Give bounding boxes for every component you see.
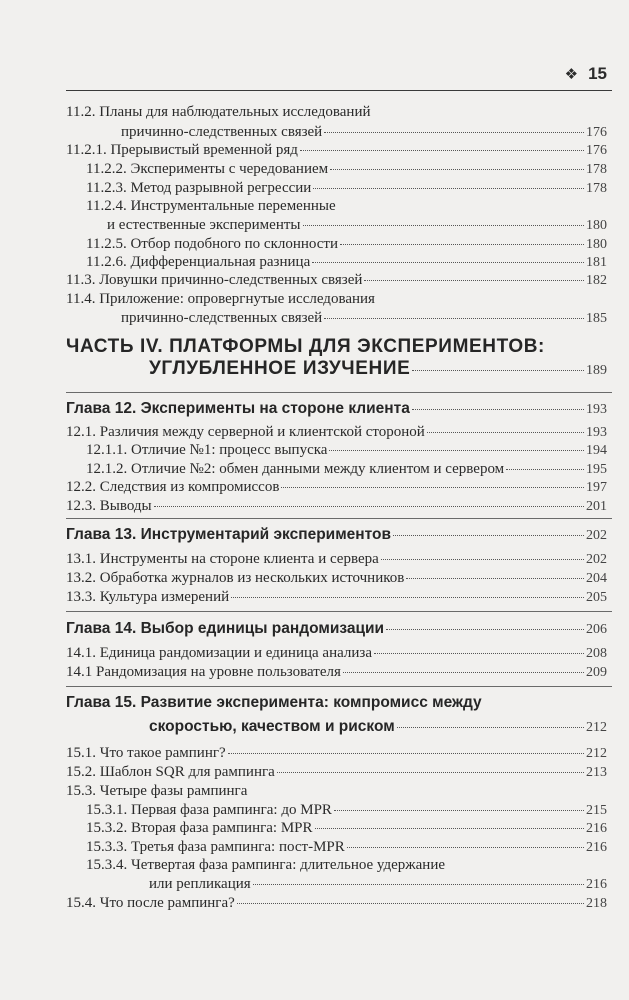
toc-page: 209 xyxy=(586,665,607,680)
toc-page: 189 xyxy=(586,363,607,378)
toc-entry-text: или репликация xyxy=(149,876,251,892)
toc-page: 208 xyxy=(586,646,607,661)
toc-entry-text: 12.3. Выводы xyxy=(66,498,152,514)
toc-page: 202 xyxy=(586,552,607,567)
leader-dots xyxy=(324,132,584,133)
toc-page: 216 xyxy=(586,877,607,892)
toc-entry-text: 15.3. Четыре фазы рампинга xyxy=(66,783,248,799)
leader-dots xyxy=(330,169,584,170)
toc-entry-11-2-line1: 11.2. Планы для наблюдательных исследований xyxy=(66,104,371,120)
toc-page: 205 xyxy=(586,590,607,605)
toc-entry-text: 11.2.6. Дифференциальная разница xyxy=(86,254,311,270)
toc-entry-11-2-1 xyxy=(66,141,607,160)
toc-entry-14-1b xyxy=(66,663,607,682)
part-title-text: УГЛУБЛЕННОЕ ИЗУЧЕНИЕ xyxy=(149,358,411,379)
toc-entry-text: и естественные эксперименты xyxy=(107,217,301,233)
toc-page: 176 xyxy=(586,125,607,140)
leader-dots xyxy=(303,225,585,226)
header-rule xyxy=(66,90,612,91)
toc-entry-15-4 xyxy=(66,894,607,913)
chapter-prefix: Глава 12 xyxy=(66,400,132,417)
toc-page: 213 xyxy=(586,765,607,780)
toc-page: 194 xyxy=(586,443,607,458)
chapter-12-heading xyxy=(66,400,607,419)
leader-dots xyxy=(154,506,584,507)
toc-page: 212 xyxy=(586,746,607,761)
toc-entry-text: 14.1. Единица рандомизации и единица анализа xyxy=(66,645,372,661)
toc-page: 178 xyxy=(586,162,607,177)
toc-entry-12-1-2 xyxy=(86,460,607,479)
toc-entry-text: 14.1 Рандомизация на уровне пользователя xyxy=(66,664,341,680)
toc-entry-text: 11.2.2. Эксперименты с чередованием xyxy=(86,161,329,177)
leader-dots xyxy=(312,262,584,263)
chapter-title: Эксперименты на стороне клиента xyxy=(140,400,410,417)
part-title-line1: ЧАСТЬ IV. ПЛАТФОРМЫ ДЛЯ ЭКСПЕРИМЕНТОВ: xyxy=(66,336,545,357)
chapter-prefix: Глава 15 xyxy=(66,694,132,711)
toc-page: 212 xyxy=(586,720,607,735)
chapter-rule xyxy=(66,686,612,687)
toc-page: 180 xyxy=(586,218,607,233)
toc-entry-text: 12.1. Различия между серверной и клиентской стороной xyxy=(66,424,425,440)
leader-dots xyxy=(340,244,584,245)
chapter-heading-text: Глава 13. Инструментарий экспериментов xyxy=(66,526,392,543)
leader-dots xyxy=(374,653,584,654)
chapter-title: Инструментарий экспериментов xyxy=(140,526,392,543)
ornament-icon: ❖ xyxy=(564,66,579,83)
toc-entry-text: причинно-следственных связей xyxy=(121,124,323,140)
toc-page: 193 xyxy=(586,425,607,440)
chapter-15-heading xyxy=(149,718,607,737)
chapter-15-heading-line1: Глава 15. Развитие эксперимента: компромисс между xyxy=(66,694,482,711)
toc-entry-text: 15.3.3. Третья фаза рампинга: пост-MPR xyxy=(86,839,345,855)
toc-page: 176 xyxy=(586,143,607,158)
leader-dots xyxy=(300,150,584,151)
leader-dots xyxy=(313,188,584,189)
toc-entry-text: 13.3. Культура измерений xyxy=(66,589,230,605)
toc-page: 185 xyxy=(586,311,607,326)
leader-dots xyxy=(315,828,584,829)
running-head xyxy=(565,64,607,84)
leader-dots xyxy=(281,487,584,488)
toc-entry-text: 15.2. Шаблон SQR для рампинга xyxy=(66,764,275,780)
chapter-prefix: Глава 14 xyxy=(66,620,132,637)
chapter-title-line2: скоростью, качеством и риском xyxy=(149,718,395,735)
chapter-rule xyxy=(66,392,612,393)
toc-page: 178 xyxy=(586,181,607,196)
page-number: 15 xyxy=(588,64,607,83)
leader-dots xyxy=(412,409,584,410)
toc-entry-15-3-4-line1: 15.3.4. Четвертая фаза рампинга: длительное удержание xyxy=(86,857,446,873)
chapter-14-heading xyxy=(66,620,607,639)
toc-entry-11-2-6 xyxy=(86,253,607,272)
toc-entry-text: 11.2.3. Метод разрывной регрессии xyxy=(86,180,312,196)
toc-page: 206 xyxy=(586,622,607,637)
toc-entry-text: 12.1.2. Отличие №2: обмен данными между клиентом и сервером xyxy=(86,461,505,477)
leader-dots xyxy=(427,432,584,433)
toc-page: 204 xyxy=(586,571,607,586)
toc-entry-11-2-2 xyxy=(86,160,607,179)
leader-dots xyxy=(406,578,584,579)
toc-entry-text: 11.2.5. Отбор подобного по склонности xyxy=(86,236,339,252)
toc-entry-text: 15.1. Что такое рампинг? xyxy=(66,745,226,761)
leader-dots xyxy=(506,469,584,470)
chapter-title-line1: Развитие эксперимента: компромисс между xyxy=(140,694,482,711)
toc-entry-15-3-2 xyxy=(86,819,607,838)
toc-entry-12-1-1 xyxy=(86,441,607,460)
leader-dots xyxy=(386,629,584,630)
toc-entry-15-2 xyxy=(66,763,607,782)
toc-entry-text: 11.2.1. Прерывистый временной ряд xyxy=(66,142,298,158)
chapter-title: Выбор единицы рандомизации xyxy=(140,620,385,637)
toc-entry-11-3 xyxy=(66,271,607,290)
toc-entry-15-1 xyxy=(66,744,607,763)
toc-entry-13-1 xyxy=(66,550,607,569)
chapter-prefix: Глава 13 xyxy=(66,526,132,543)
toc-entry-text: 13.2. Обработка журналов из нескольких источников xyxy=(66,570,405,586)
toc-page: 202 xyxy=(586,528,607,543)
toc-entry-text: 11.3. Ловушки причинно-следственных связей xyxy=(66,272,363,288)
toc-entry-13-2 xyxy=(66,569,607,588)
chapter-rule xyxy=(66,611,612,612)
leader-dots xyxy=(393,535,584,536)
chapter-13-heading xyxy=(66,526,607,545)
toc-entry-12-1 xyxy=(66,423,607,442)
toc-entry-11-4-line1: 11.4. Приложение: опровергнутые исследования xyxy=(66,291,375,307)
leader-dots xyxy=(347,847,584,848)
toc-entry-15-3 xyxy=(66,782,607,801)
toc-entry-15-3-4 xyxy=(149,875,607,894)
toc-entry-13-3 xyxy=(66,588,607,607)
toc-entry-11-2-5 xyxy=(86,235,607,254)
part-title-line2 xyxy=(149,360,607,380)
leader-dots xyxy=(253,884,584,885)
toc-entry-12-3 xyxy=(66,497,607,516)
toc-page: 201 xyxy=(586,499,607,514)
toc-page: 193 xyxy=(586,402,607,417)
toc-entry-11-4 xyxy=(121,309,607,328)
toc-page: 182 xyxy=(586,273,607,288)
toc-entry-11-2-3 xyxy=(86,179,607,198)
toc-page: 216 xyxy=(586,840,607,855)
toc-page: 197 xyxy=(586,480,607,495)
toc-page: 215 xyxy=(586,803,607,818)
leader-dots xyxy=(364,280,584,281)
toc-entry-11-2 xyxy=(121,123,607,142)
toc-entry-11-2-4 xyxy=(107,216,607,235)
toc-entry-text: 15.3.1. Первая фаза рампинга: до MPR xyxy=(86,802,332,818)
toc-page: 180 xyxy=(586,237,607,252)
toc-entry-text: 12.1.1. Отличие №1: процесс выпуска xyxy=(86,442,328,458)
toc-entry-15-3-3 xyxy=(86,838,607,857)
leader-dots xyxy=(324,318,584,319)
toc-entry-text: причинно-следственных связей xyxy=(121,310,323,326)
chapter-heading-text: Глава 12. Эксперименты на стороне клиента xyxy=(66,400,410,417)
leader-dots xyxy=(231,597,584,598)
leader-dots xyxy=(381,559,584,560)
toc-entry-text: 15.4. Что после рампинга? xyxy=(66,895,235,911)
toc-entry-text: 13.1. Инструменты на стороне клиента и сервера xyxy=(66,551,379,567)
toc-page: 181 xyxy=(586,255,607,270)
leader-dots xyxy=(237,903,584,904)
leader-dots xyxy=(228,753,584,754)
toc-entry-14-1 xyxy=(66,644,607,663)
chapter-rule xyxy=(66,518,612,519)
leader-dots xyxy=(329,450,584,451)
chapter-heading-text: Глава 14. Выбор единицы рандомизации xyxy=(66,620,385,637)
leader-dots xyxy=(343,672,584,673)
leader-dots xyxy=(334,810,584,811)
leader-dots xyxy=(277,772,584,773)
toc-page: 216 xyxy=(586,821,607,836)
toc-page: 195 xyxy=(586,462,607,477)
leader-dots xyxy=(397,727,584,728)
leader-dots xyxy=(412,370,584,371)
toc-entry-12-2 xyxy=(66,478,607,497)
toc-entry-15-3-1 xyxy=(86,801,607,820)
toc-entry-text: 12.2. Следствия из компромиссов xyxy=(66,479,280,495)
toc-page: 218 xyxy=(586,896,607,911)
toc-entry-11-2-4-line1: 11.2.4. Инструментальные переменные xyxy=(86,198,336,214)
toc-entry-text: 15.3.2. Вторая фаза рампинга: MPR xyxy=(86,820,313,836)
